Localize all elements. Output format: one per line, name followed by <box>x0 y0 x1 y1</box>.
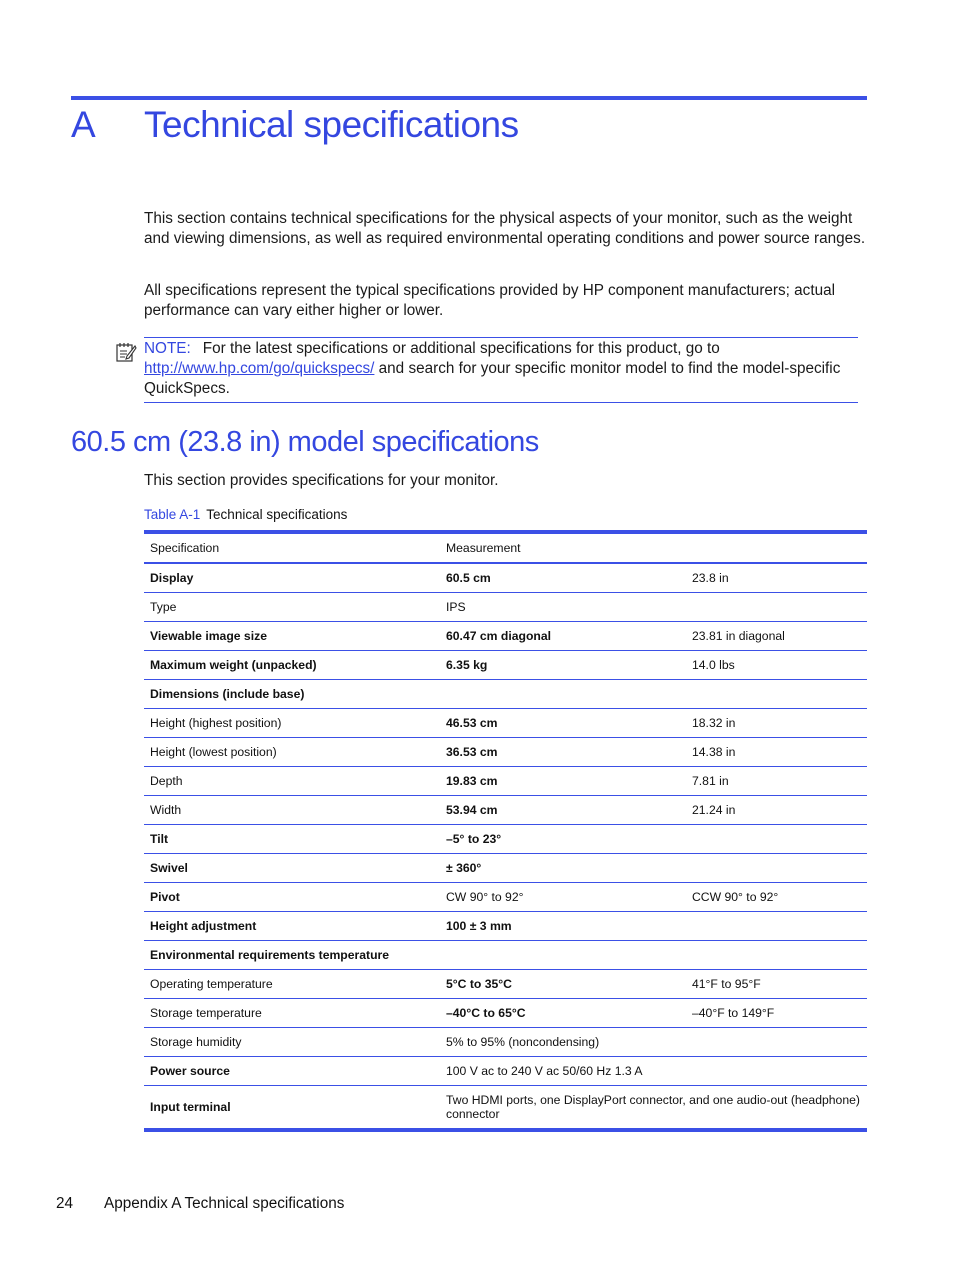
measurement-imperial-cell: 7.81 in <box>686 767 867 796</box>
spec-cell: Swivel <box>144 854 440 883</box>
chapter-letter: A <box>71 104 96 145</box>
measurement-cell: Two HDMI ports, one DisplayPort connector, and one audio-out (headphone) connector <box>440 1086 867 1131</box>
intro-paragraph-1: This section contains technical specifications for the physical aspects of your monitor, such as the weight and viewing dimensions, as well as required environmental operating conditions and power source ranges. <box>144 210 866 247</box>
section-title: 60.5 cm (23.8 in) model specifications <box>71 426 539 458</box>
measurement-imperial-cell: 23.8 in <box>686 563 867 593</box>
footer-title: Appendix A Technical specifications <box>104 1195 345 1212</box>
table-caption-title: Technical specifications <box>206 507 348 522</box>
measurement-metric-cell: 46.53 cm <box>440 709 686 738</box>
measurement-metric-cell: 60.47 cm diagonal <box>440 622 686 651</box>
spec-cell: Input terminal <box>144 1086 440 1131</box>
table-row <box>144 999 867 1028</box>
table-row <box>144 883 867 912</box>
table-row <box>144 1028 867 1057</box>
measurement-imperial-cell: –40°F to 149°F <box>686 999 867 1028</box>
note-label: NOTE: <box>144 340 191 357</box>
spec-cell: Operating temperature <box>144 970 440 999</box>
table-row <box>144 593 867 622</box>
measurement-imperial-cell <box>686 593 867 622</box>
table-row <box>144 825 867 854</box>
table-row <box>144 738 867 767</box>
spec-table <box>144 530 867 1132</box>
measurement-metric-cell: 5°C to 35°C <box>440 970 686 999</box>
measurement-metric-cell: 6.35 kg <box>440 651 686 680</box>
measurement-metric-cell: IPS <box>440 593 686 622</box>
measurement-imperial-cell: 14.38 in <box>686 738 867 767</box>
chapter-title: Technical specifications <box>144 104 519 145</box>
table-row <box>144 796 867 825</box>
note-text-before: For the latest specifications or additional specifications for this product, go to <box>202 340 720 357</box>
table-row <box>144 1057 867 1086</box>
spec-cell: Width <box>144 796 440 825</box>
spec-cell: Depth <box>144 767 440 796</box>
table-row <box>144 709 867 738</box>
table-caption <box>144 507 347 522</box>
measurement-imperial-cell <box>686 825 867 854</box>
measurement-imperial-cell: 14.0 lbs <box>686 651 867 680</box>
measurement-imperial-cell: 23.81 in diagonal <box>686 622 867 651</box>
spec-cell: Height (lowest position) <box>144 738 440 767</box>
table-row <box>144 854 867 883</box>
spec-cell: Type <box>144 593 440 622</box>
spec-cell: Height adjustment <box>144 912 440 941</box>
measurement-imperial-cell <box>686 912 867 941</box>
quickspecs-link[interactable]: http://www.hp.com/go/quickspecs/ <box>144 360 375 377</box>
table-row <box>144 622 867 651</box>
spec-cell: Storage temperature <box>144 999 440 1028</box>
table-row <box>144 680 867 709</box>
page-number: 24 <box>56 1195 74 1212</box>
measurement-imperial-cell: 21.24 in <box>686 796 867 825</box>
table-caption-label: Table A-1 <box>144 507 201 522</box>
table-row <box>144 563 867 593</box>
spec-cell: Storage humidity <box>144 1028 440 1057</box>
measurement-imperial-cell <box>686 854 867 883</box>
measurement-imperial-cell <box>686 680 867 709</box>
measurement-metric-cell: –40°C to 65°C <box>440 999 686 1028</box>
table-row <box>144 941 867 970</box>
table-row <box>144 970 867 999</box>
header-specification: Specification <box>150 541 220 555</box>
table-row <box>144 651 867 680</box>
note-text <box>144 339 858 399</box>
spec-cell: Viewable image size <box>144 622 440 651</box>
spec-cell: Dimensions (include base) <box>144 680 440 709</box>
measurement-imperial-cell <box>686 941 867 970</box>
measurement-metric-cell: CW 90° to 92° <box>440 883 686 912</box>
table-row <box>144 1086 867 1131</box>
spec-cell: Display <box>144 563 440 593</box>
section-intro: This section provides specifications for your monitor. <box>144 472 499 489</box>
measurement-imperial-cell: 18.32 in <box>686 709 867 738</box>
table-row <box>144 912 867 941</box>
measurement-cell: 100 V ac to 240 V ac 50/60 Hz 1.3 A <box>440 1057 867 1086</box>
measurement-metric-cell: 36.53 cm <box>440 738 686 767</box>
measurement-metric-cell: ± 360° <box>440 854 686 883</box>
table-header-row <box>144 532 867 563</box>
spec-cell: Maximum weight (unpacked) <box>144 651 440 680</box>
measurement-cell: 5% to 95% (noncondensing) <box>440 1028 867 1057</box>
note-text-after: and search for your specific monitor model to find the model-specific QuickSpecs. <box>144 360 841 397</box>
spec-cell: Pivot <box>144 883 440 912</box>
measurement-metric-cell: 53.94 cm <box>440 796 686 825</box>
measurement-metric-cell: 19.83 cm <box>440 767 686 796</box>
measurement-metric-cell <box>440 680 686 709</box>
spec-cell: Power source <box>144 1057 440 1086</box>
note-pad-icon <box>115 341 137 363</box>
measurement-metric-cell: 100 ± 3 mm <box>440 912 686 941</box>
measurement-metric-cell: 60.5 cm <box>440 563 686 593</box>
intro-paragraph-2: All specifications represent the typical specifications provided by HP component manufacturers; actual performance can vary either higher or lower. <box>144 282 835 319</box>
chapter-top-rule <box>71 96 867 100</box>
measurement-imperial-cell: CCW 90° to 92° <box>686 883 867 912</box>
measurement-imperial-cell: 41°F to 95°F <box>686 970 867 999</box>
measurement-metric-cell: –5° to 23° <box>440 825 686 854</box>
spec-cell: Environmental requirements temperature <box>144 941 686 970</box>
spec-cell: Tilt <box>144 825 440 854</box>
table-row <box>144 767 867 796</box>
header-measurement: Measurement <box>446 541 521 555</box>
spec-cell: Height (highest position) <box>144 709 440 738</box>
